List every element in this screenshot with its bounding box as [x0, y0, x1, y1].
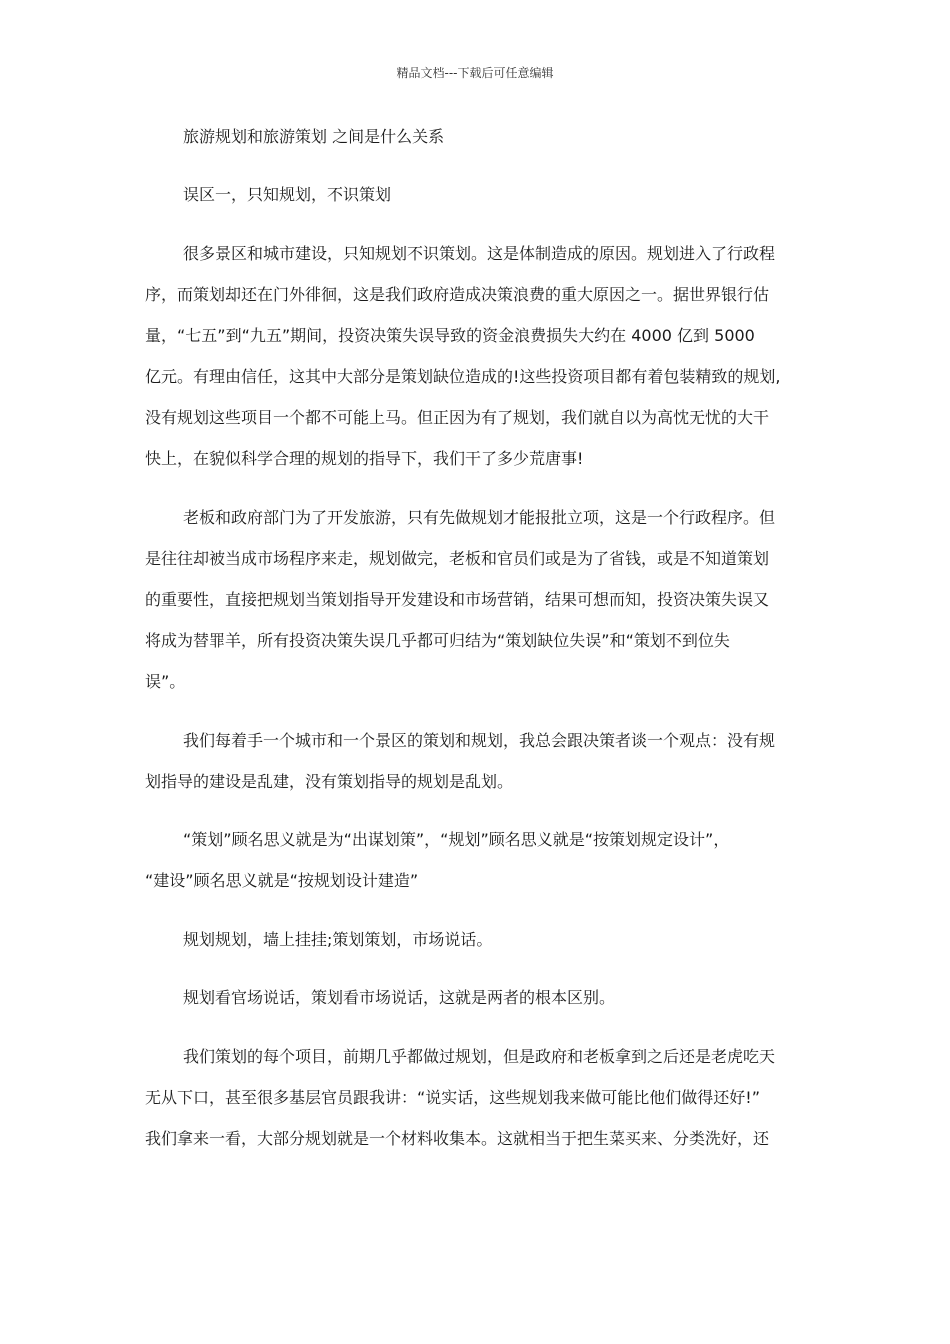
section-heading: 误区一，只知规划，不识策划	[183, 185, 392, 204]
paragraph-6: 规划看官场说话，策划看市场说话，这就是两者的根本区别。	[183, 988, 616, 1007]
paragraph-1-line-2: 序，而策划却还在门外徘徊，这是我们政府造成决策浪费的重大原因之一。据世界银行估	[145, 285, 770, 304]
paragraph-2-line-4: 将成为替罪羊，所有投资决策失误几乎都可归结为“策划缺位失误”和“策划不到位失	[145, 631, 730, 650]
paragraph-1-line-5: 没有规划这些项目一个都不可能上马。但正因为有了规划，我们就自以为高忱无忧的大干	[145, 408, 770, 427]
paragraph-7-line-1: 我们策划的每个项目，前期几乎都做过规划，但是政府和老板拿到之后还是老虎吃天	[183, 1047, 776, 1066]
paragraph-1-line-3: 量，“七五”到“九五”期间，投资决策失误导致的资金浪费损失大约在 4000 亿到 5000	[145, 326, 755, 345]
paragraph-2-line-5: 误”。	[145, 672, 186, 691]
page-header: 精品文档---下载后可任意编辑	[396, 66, 554, 80]
paragraph-1-line-4: 亿元。有理由信任，这其中大部分是策划缺位造成的!这些投资项目都有着包装精致的规划,	[145, 367, 781, 386]
paragraph-7-line-2: 无从下口，甚至很多基层官员跟我讲：“说实话，这些规划我来做可能比他们做得还好!”	[145, 1088, 760, 1107]
document-title: 旅游规划和旅游策划 之间是什么关系	[183, 127, 445, 146]
paragraph-7-line-3: 我们拿来一看，大部分规划就是一个材料收集本。这就相当于把生菜买来、分类洗好，还	[145, 1129, 770, 1148]
paragraph-3-line-1: 我们每着手一个城市和一个景区的策划和规划，我总会跟决策者谈一个观点：没有规	[183, 731, 776, 750]
paragraph-5: 规划规划，墙上挂挂;策划策划，市场说话。	[183, 930, 493, 949]
paragraph-1-line-1: 很多景区和城市建设，只知规划不识策划。这是体制造成的原因。规划进入了行政程	[183, 244, 776, 263]
paragraph-3-line-2: 划指导的建设是乱建，没有策划指导的规划是乱划。	[145, 772, 514, 791]
paragraph-2-line-2: 是往往却被当成市场程序来走，规划做完，老板和官员们或是为了省钱，或是不知道策划	[145, 549, 770, 568]
paragraph-2-line-3: 的重要性，直接把规划当策划指导开发建设和市场营销，结果可想而知，投资决策失误又	[145, 590, 770, 609]
paragraph-4-line-2: “建设”顾名思义就是“按规划设计建造”	[145, 871, 419, 890]
paragraph-1-line-6: 快上，在貌似科学合理的规划的指导下，我们干了多少荒唐事!	[145, 449, 584, 468]
paragraph-4-line-1: “策划”顾名思义就是为“出谋划策”，“规划”顾名思义就是“按策划规定设计”，	[183, 830, 730, 849]
paragraph-2-line-1: 老板和政府部门为了开发旅游，只有先做规划才能报批立项，这是一个行政程序。但	[183, 508, 776, 527]
